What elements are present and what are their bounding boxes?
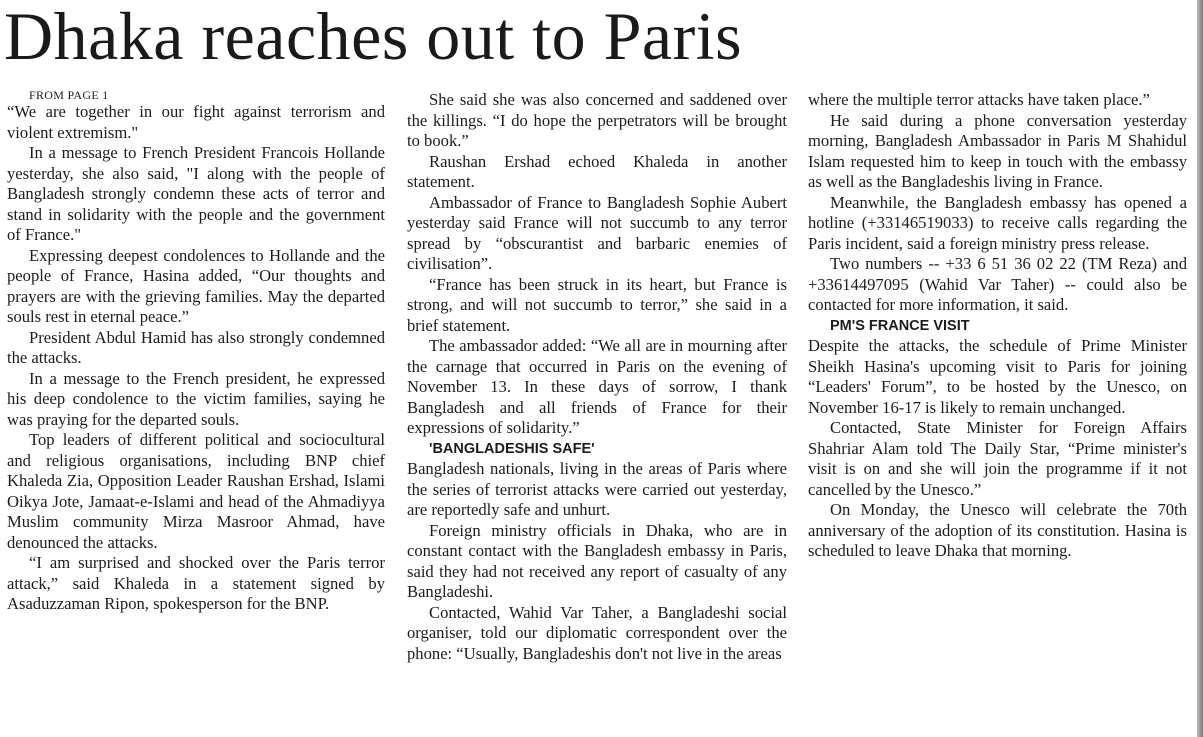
paragraph: Despite the attacks, the schedule of Prime Minister Sheikh Hasina's upcoming visit to Paris for joining “Leaders' Forum”, to be hosted by the Unesco, on November 16-17 is likely to remain unchanged. bbox=[808, 336, 1187, 417]
paragraph: In a message to French President Francois Hollande yesterday, she also said, "I along with the people of Bangladesh strongly condemn these acts of terror and stand in solidarity with the people and the government of France." bbox=[7, 143, 385, 244]
paragraph: Top leaders of different political and sociocultural and religious organisations, including BNP chief Khaleda Zia, Opposition Leader Raushan Ershad, Islami Oikya Jote, Jamaat-e-Islami and head of the Ahmadiyya Muslim community Mirza Masroor Ahmad, have denounced the attacks. bbox=[7, 430, 385, 552]
paragraph: Contacted, State Minister for Foreign Affairs Shahriar Alam told The Daily Star, “Prime minister's visit is on and she will join the programme if it not cancelled by the Unesco.” bbox=[808, 418, 1187, 499]
article-column-3 bbox=[808, 90, 1187, 562]
paragraph: Two numbers -- +33 6 51 36 02 22 (TM Reza) and +33614497095 (Wahid Var Taher) -- could also be contacted for more information, it said. bbox=[808, 254, 1187, 314]
subhead-bangladeshis-safe: 'BANGLADESHIS SAFE' bbox=[429, 440, 595, 457]
article-column-2 bbox=[407, 90, 787, 664]
paragraph: where the multiple terror attacks have taken place.” bbox=[808, 90, 1150, 109]
paragraph: Meanwhile, the Bangladesh embassy has opened a hotline (+33146519033) to receive calls regarding the Paris incident, said a foreign ministry press release. bbox=[808, 192, 1187, 253]
paragraph: He said during a phone conversation yesterday morning, Bangladesh Ambassador in Paris M Shahidul Islam requested him to keep in touch with the embassy as well as the Bangladeshis living in France. bbox=[808, 110, 1187, 191]
article-column-1 bbox=[7, 88, 385, 615]
paragraph: President Abdul Hamid has also strongly condemned the attacks. bbox=[7, 327, 385, 367]
paragraph: Bangladesh nationals, living in the areas of Paris where the series of terrorist attacks were carried out yesterday, are reportedly safe and unhurt. bbox=[407, 459, 787, 519]
paragraph: “France has been struck in its heart, but France is strong, and will not succumb to terror,” she said in a brief statement. bbox=[407, 274, 787, 335]
paragraph: The ambassador added: “We all are in mourning after the carnage that occurred in Paris on the evening of November 13. In these days of sorrow, I thank Bangladesh and all friends of France for their expressions of solidarity.” bbox=[407, 336, 787, 437]
paragraph: Foreign ministry officials in Dhaka, who are in constant contact with the Bangladesh embassy in Paris, said they had not received any report of casualty of any Bangladeshi. bbox=[407, 520, 787, 601]
subhead-pm-france-visit: PM'S FRANCE VISIT bbox=[830, 317, 970, 334]
paragraph: Contacted, Wahid Var Taher, a Bangladeshi social organiser, told our diplomatic correspondent over the phone: “Usually, Bangladeshis don't not live in the areas bbox=[407, 602, 787, 663]
paragraph: “I am surprised and shocked over the Paris terror attack,” said Khaleda in a statement signed by Asaduzzaman Ripon, spokesperson for the BNP. bbox=[7, 553, 385, 613]
continuation-kicker: FROM PAGE 1 bbox=[29, 88, 109, 102]
page-edge-shadow bbox=[1197, 0, 1203, 737]
paragraph: “We are together in our fight against terrorism and violent extremism." bbox=[7, 102, 385, 142]
paragraph: Ambassador of France to Bangladesh Sophie Aubert yesterday said France will not succumb to any terror spread by “obscurantist and barbaric enemies of civilisation”. bbox=[407, 192, 787, 273]
paragraph: Expressing deepest condolences to Hollande and the people of France, Hasina added, “Our thoughts and prayers are with the grieving families. May the departed souls rest in eternal peace.” bbox=[7, 245, 385, 326]
paragraph: In a message to the French president, he expressed his deep condolence to the victim families, saying he was praying for the departed souls. bbox=[7, 368, 385, 429]
paragraph: Raushan Ershad echoed Khaleda in another statement. bbox=[407, 151, 787, 191]
headline: Dhaka reaches out to Paris bbox=[4, 0, 743, 74]
paragraph: She said she was also concerned and saddened over the killings. “I do hope the perpetrators will be brought to book.” bbox=[407, 90, 787, 150]
paragraph: On Monday, the Unesco will celebrate the 70th anniversary of the adoption of its constitution. Hasina is scheduled to leave Dhaka that morning. bbox=[808, 500, 1187, 560]
